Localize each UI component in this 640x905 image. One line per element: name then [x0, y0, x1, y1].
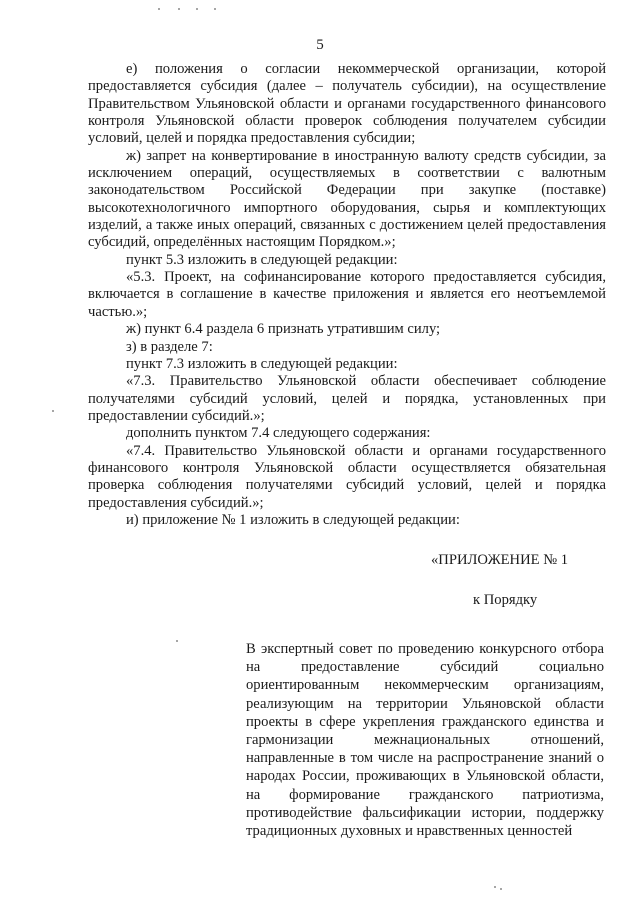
scan-speck	[158, 8, 160, 10]
paragraph-point-5-3-text: «5.3. Проект, на софинансирование которого предоставляется субсидия, включается в соглашение в качестве приложения и является его неотъемлемой частью.»;	[88, 269, 606, 320]
appendix-title: «ПРИЛОЖЕНИЕ № 1	[431, 552, 569, 568]
scan-speck	[178, 8, 180, 10]
document-body	[88, 61, 606, 529]
paragraph-section-7: з) в разделе 7:	[126, 338, 213, 355]
paragraph-point-6-4: ж) пункт 6.4 раздела 6 признать утратившим силу;	[126, 321, 441, 338]
address-block	[246, 640, 604, 840]
paragraph-point-7-4-text: «7.4. Правительство Ульяновской области и органами государственного финансового контроля Ульяновской области осуществляется обязательная проверка соблюдения получателями субсидий условий, целей и порядка предоставления субсидий.»;	[88, 442, 606, 511]
scan-speck	[494, 886, 496, 888]
paragraph-item-e: е) положения о согласии некоммерческой организации, которой предоставляется субсидия (далее – получатель субсидии), на осуществление Правительством Ульяновской области и органами государственного финансового контроля Ульяновской области проверок соблюдения получателем субсидии условий, целей и порядка предоставления субсидии;	[88, 61, 606, 147]
scan-speck	[214, 8, 216, 10]
paragraph-point-5-3-intro: пункт 5.3 изложить в следующей редакции:	[126, 251, 398, 268]
address-text: В экспертный совет по проведению конкурсного отбора на предоставление субсидий социально ориентированным некоммерческим организациям, реализующим на территории Ульяновской области проекты в сфере укрепления гражданского единства и гармонизации межнациональных отношений, направленные в том числе на распространение знаний о народах России, проживающих в Ульяновской области, на формирование гражданского патриотизма, противодействие фальсификации истории, поддержку традиционных духовных и нравственных ценностей	[246, 641, 604, 840]
scan-speck	[500, 888, 502, 890]
paragraph-item-zh: ж) запрет на конвертирование в иностранную валюту средств субсидии, за исключением операций, осуществляемых в соответствии с валютным законодательством Российской Федерации при закупке (поставке) высокотехнологичного импортного оборудования, сырья и комплектующих изделий, а также иных операций, связанных с достижением целей предоставления субсидий, определённых настоящим Порядком.»;	[88, 147, 606, 251]
page-number: 5	[316, 37, 324, 53]
paragraph-appendix-intro: и) приложение № 1 изложить в следующей редакции:	[126, 511, 460, 528]
scan-speck	[196, 8, 198, 10]
paragraph-point-7-3-intro: пункт 7.3 изложить в следующей редакции:	[126, 355, 398, 372]
paragraph-point-7-4-intro: дополнить пунктом 7.4 следующего содержания:	[126, 425, 431, 442]
scan-speck	[176, 640, 178, 642]
paragraph-point-7-3-text: «7.3. Правительство Ульяновской области обеспечивает соблюдение получателями субсидий условий, целей и порядка, установленных при предоставлении субсидий.»;	[88, 373, 606, 424]
scan-speck	[52, 410, 54, 412]
appendix-subtitle: к Порядку	[473, 592, 538, 608]
